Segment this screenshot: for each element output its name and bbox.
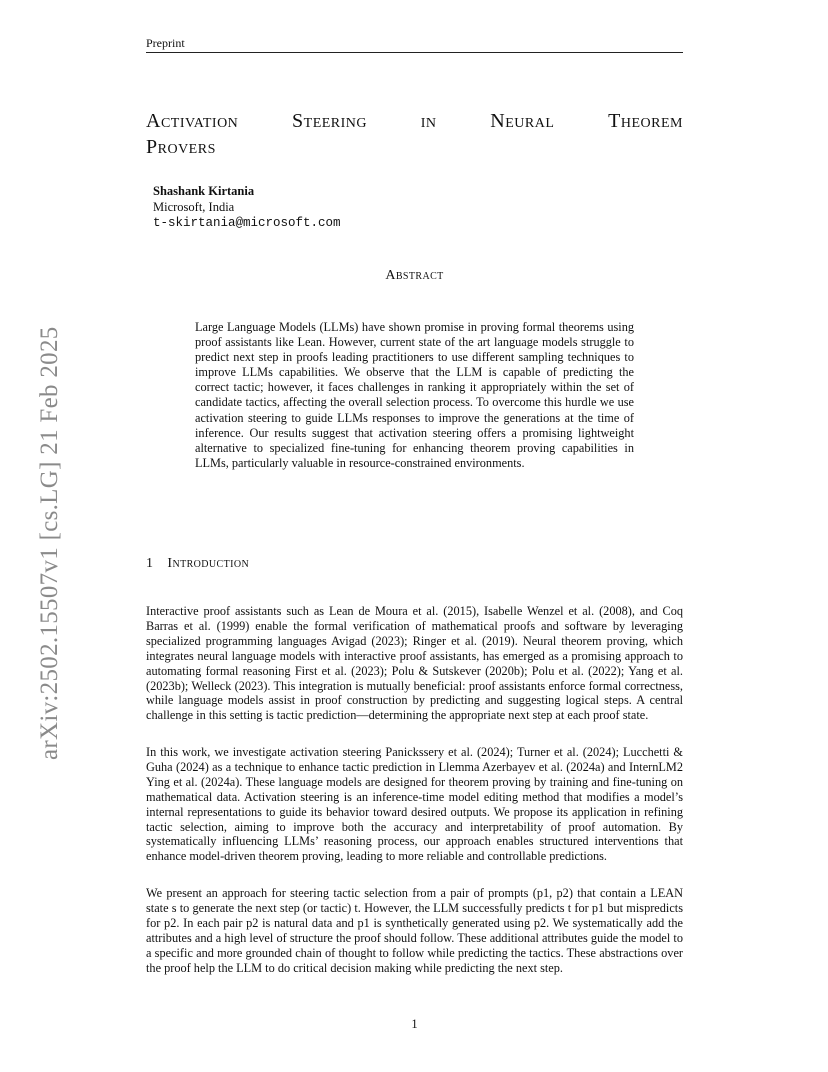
- section-heading-introduction: [146, 556, 249, 572]
- abstract-body: Large Language Models (LLMs) have shown promise in proving formal theorems using proof assistants like Lean. However, current state of the art language models struggle to predict next step in proofs leading practitioners to use different sampling techniques to improve LLMs capabilities. We observe that the LLM is capable of predicting the correct tactic; however, it faces challenges in ranking it appropriately within the set of candidate tactics, affecting the overall selection process. To overcome this hurdle we use activation steering to guide LLMs responses to improve the generations at the time of inference. Our results suggest that activation steering offers a promising lightweight alternative to specialized fine-tuning for enhancing theorem proving capabilities in LLMs, particularly valuable in resource-constrained environments.: [195, 320, 634, 470]
- author-block: [153, 183, 341, 231]
- section-number: 1: [146, 556, 154, 571]
- arxiv-identifier-stamp: arXiv:2502.15507v1 [cs.LG] 21 Feb 2025: [36, 326, 63, 760]
- intro-paragraph-2: In this work, we investigate activation steering Panickssery et al. (2024); Turner et al. (2024); Lucchetti & Guha (2024) as a technique to enhance tactic prediction in Llemma Azerbayev et al. (2024a) and InternLM2 Ying et al. (2024a). These language models are designed for theorem proving by training and fine-tuning on mathematical data. Activation steering is an inference-time model editing method that modifies a model’s internal representations to guide its behavior toward desired outputs. We propose its application in refining tactic selection, aiming to improve both the accuracy and interpretability of proof automation. By systematically influencing LLMs’ reasoning process, our approach enables structured interventions that enhance model-driven theorem proving, leading to more reliable and controllable predictions.: [146, 745, 683, 864]
- author-affiliation: Microsoft, India: [153, 200, 235, 214]
- intro-paragraph-1: Interactive proof assistants such as Lean de Moura et al. (2015), Isabelle Wenzel et al. (2008), and Coq Barras et al. (1999) enable the formal verification of mathematical proofs and software by leveraging specialized programming languages Avigad (2023); Ringer et al. (2019). Neural theorem proving, which integrates neural language models with interactive proof assistants, has emerged as a promising approach to automating formal reasoning First et al. (2023); Polu & Sutskever (2020b); Polu et al. (2022); Yang et al. (2023b); Welleck (2023). This integration is mutually beneficial: proof assistants enforce formal correctness, while language models assist in proof construction by predicting and suggesting logical steps. A central challenge in this setting is tactic prediction—determining the appropriate next step at each proof state.: [146, 604, 683, 723]
- page-number: 1: [411, 1017, 418, 1031]
- title-line-2: Provers: [146, 136, 216, 158]
- running-header: Preprint: [146, 36, 185, 50]
- paper-title: [146, 108, 683, 160]
- author-email: t-skirtania@microsoft.com: [153, 216, 341, 230]
- title-word: Theorem: [608, 110, 683, 132]
- title-word: in: [420, 110, 437, 132]
- header-rule: [146, 52, 683, 53]
- title-word: Steering: [292, 110, 368, 132]
- section-title: Introduction: [167, 556, 250, 571]
- title-line-1: [146, 108, 683, 134]
- abstract-heading: Abstract: [385, 268, 444, 283]
- title-word: Activation: [146, 110, 239, 132]
- title-word: Neural: [490, 110, 555, 132]
- author-name: Shashank Kirtania: [153, 184, 255, 198]
- intro-paragraph-3: We present an approach for steering tactic selection from a pair of prompts (p1, p2) that contain a LEAN state s to generate the next step (or tactic) t. However, the LLM successfully predicts t for p1 but mispredicts for p2. In each pair p2 is natural data and p1 is synthetically generated using p2. We systematically add the attributes and a high level of structure the proof should follow. These additional attributes guide the model to a specific and more grounded chain of thought to follow while predicting the tactics. These abstractions over the proof help the LLM to do critical decision making while predicting the next step.: [146, 886, 683, 975]
